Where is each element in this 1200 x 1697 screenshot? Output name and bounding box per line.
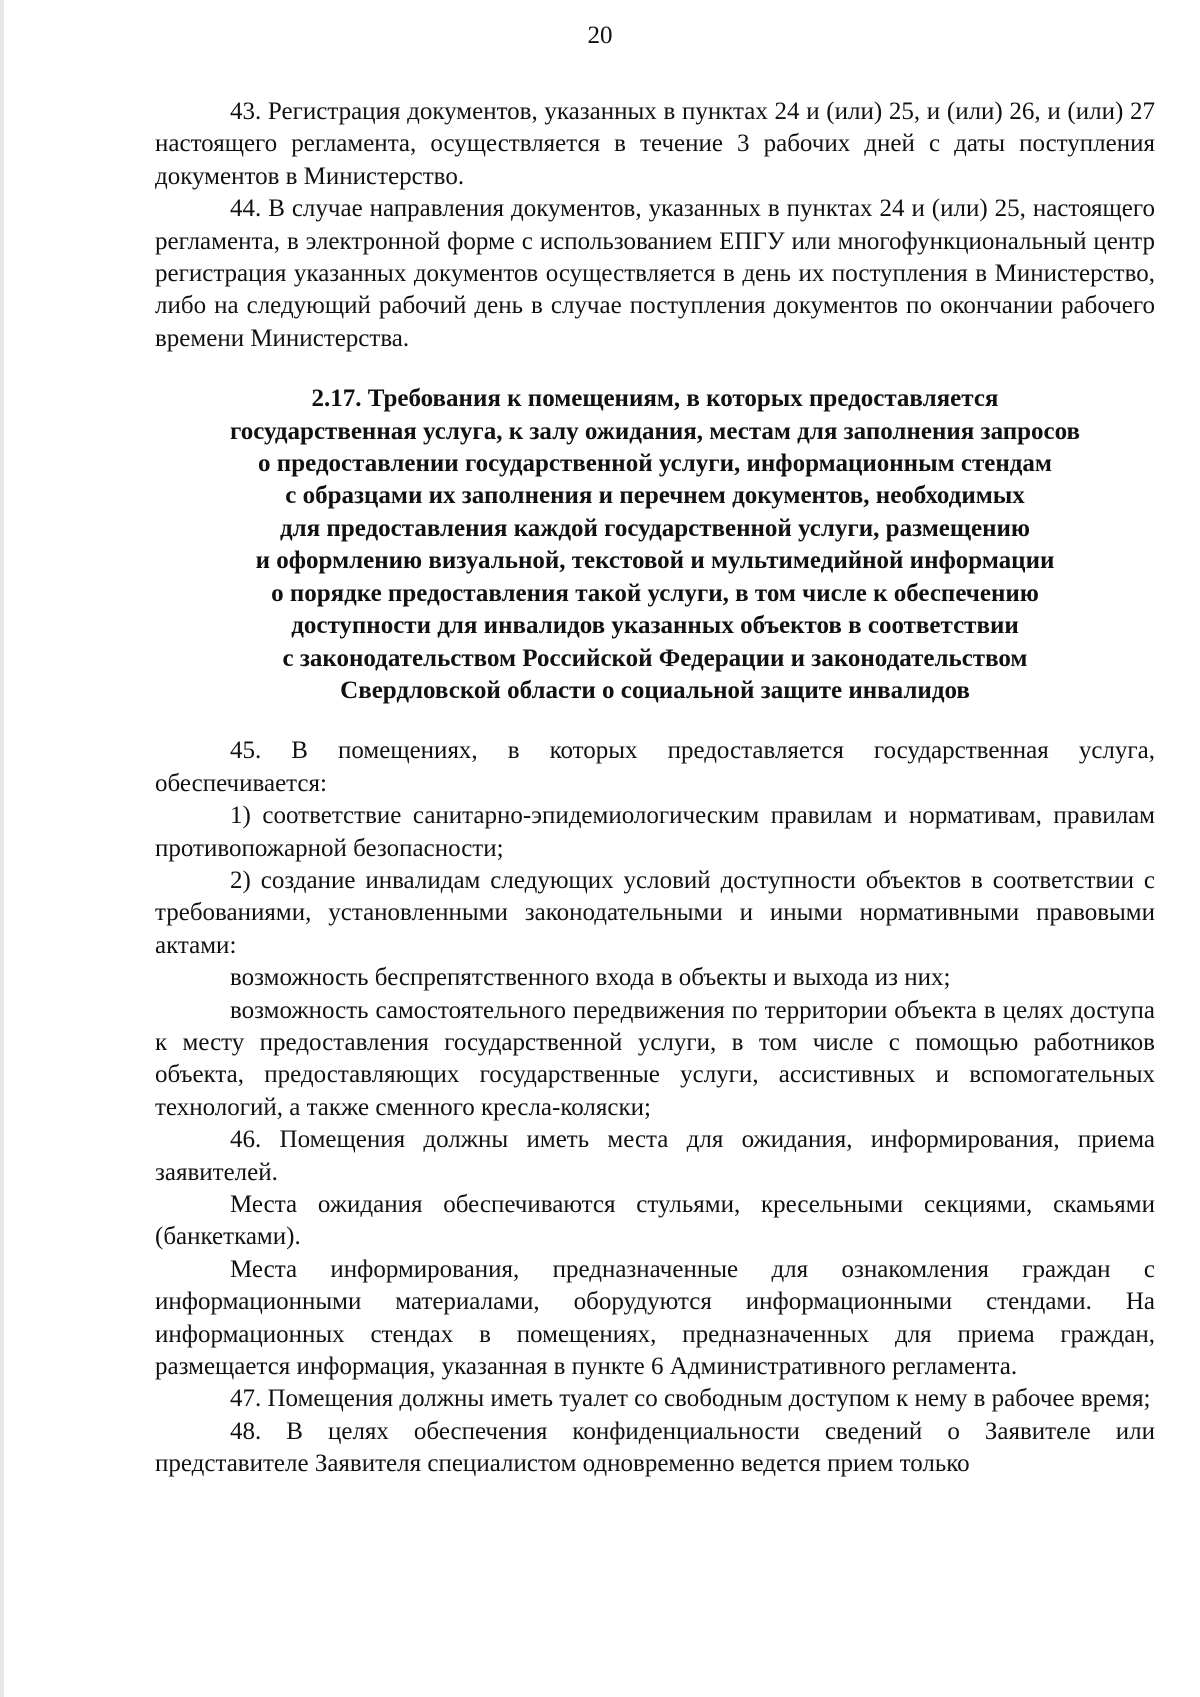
document-body <box>155 96 1155 1481</box>
paragraph-48: 48. В целях обеспечения конфиденциальности сведений о Заявителе или представителе Заявителя специалистом одновременно ведется прием только <box>155 1417 1155 1478</box>
paragraph-44: 44. В случае направления документов, указанных в пунктах 24 и (или) 25, настоящего регламента, в электронной форме с использованием ЕПГУ или многофункциональный центр регистрация указанных документов осуществляется в день их поступления в Министерство, либо на следующий рабочий день в случае поступления документов по окончании рабочего времени Министерства. <box>155 195 1155 352</box>
paragraph-46-information: Места информирования, предназначенные для ознакомления граждан с информационными материалами, оборудуются информационными стендами. На информационных стендах в помещениях, предназначенных для приема граждан, размещается информация, указанная в пункте 6 Административного регламента. <box>155 1255 1155 1381</box>
heading-line: с образцами их заполнения и перечнем документов, необходимых <box>285 482 1025 510</box>
heading-line: 2.17. Требования к помещениям, в которых предоставляется <box>311 385 999 413</box>
paragraph-47: 47. Помещения должны иметь туалет со свободным доступом к нему в рабочее время; <box>230 1385 1151 1413</box>
paragraph-45-item-1: 1) соответствие санитарно-эпидемиологическим правилам и нормативам, правилам противопожарной безопасности; <box>155 802 1155 862</box>
scan-edge <box>0 0 4 1697</box>
heading-line: о предоставлении государственной услуги, информационным стендам <box>258 450 1052 478</box>
paragraph-45-item-2: 2) создание инвалидам следующих условий доступности объектов в соответствии с требованиями, установленными законодательными и иными нормативными правовыми актами: <box>155 866 1155 959</box>
heading-line: о порядке предоставления такой услуги, в том числе к обеспечению <box>271 579 1039 607</box>
page-number: 20 <box>587 22 613 49</box>
heading-line: для предоставления каждой государственной услуги, размещению <box>279 514 1031 542</box>
paragraph-46: 46. Помещения должны иметь места для ожидания, информирования, приема заявителей. <box>155 1126 1155 1186</box>
paragraph-46-waiting: Места ожидания обеспечиваются стульями, кресельными секциями, скамьями (банкетками). <box>155 1191 1155 1251</box>
heading-line: государственная услуга, к залу ожидания, местам для заполнения запросов <box>229 417 1081 445</box>
paragraph-43: 43. Регистрация документов, указанных в пунктах 24 и (или) 25, и (или) 26, и (или) 27 настоящего регламента, осуществляется в течение 3 рабочих дней с даты поступления документов в Министерство. <box>155 98 1155 190</box>
heading-line: и оформлению визуальной, текстовой и мультимедийной информации <box>255 547 1055 575</box>
paragraph-45-entrance: возможность беспрепятственного входа в объекты и выхода из них; <box>230 964 951 992</box>
heading-line: с законодательством Российской Федерации и законодательством <box>282 644 1028 672</box>
paragraph-45-movement: возможность самостоятельного передвижения по территории объекта в целях доступа к месту предоставления государственной услуги, в том числе с помощью работников объекта, предоставляющих государственные услуги, ассистивных и вспомогательных технологий, а также сменного кресла-коляски; <box>155 996 1155 1121</box>
heading-line: Свердловской области о социальной защите инвалидов <box>340 676 970 704</box>
paragraph-45: 45. В помещениях, в которых предоставляется государственная услуга, обеспечивается: <box>155 737 1155 797</box>
section-heading-2-17 <box>155 383 1155 707</box>
heading-line: доступности для инвалидов указанных объектов в соответствии <box>291 612 1019 640</box>
